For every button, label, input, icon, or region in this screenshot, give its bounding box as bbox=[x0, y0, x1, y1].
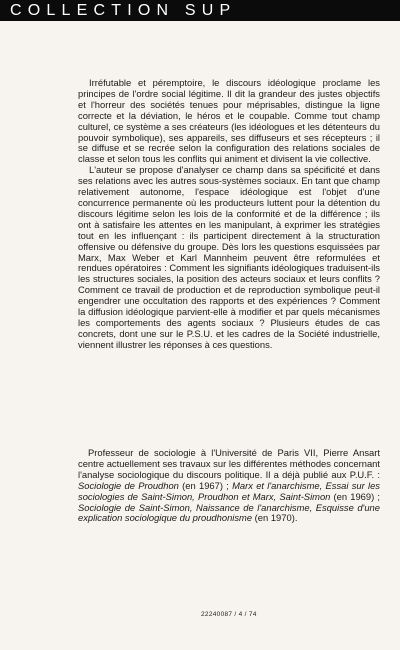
work-year-3: (en 1970). bbox=[252, 512, 298, 524]
work-year-2: (en 1969) ; bbox=[330, 490, 380, 502]
description-paragraph-2: L'auteur se propose d'analyser ce champ dans sa spécificité et dans ses relations avec les autres sous-systèmes sociaux. En tant que champ relativement autonome, l'espace idéologique est l'objet d'une concurrence permanente où les producteurs luttent pour la détention du discours légitime selon les lois de la conformité et de la différence ; ils ont à satisfaire les attentes en les manipulant, à exprimer les stratégies tout en les influençant : ils participent directement à la structuration offensive ou défensive du groupe. Dès lors les questions esquissées par Marx, Max Weber et Karl Mannheim peuvent être reformulées et rendues opératoires : Comment les signifiants idéologiques traduisent-ils les structures sociales, la position des acteurs sociaux et leurs conflits ? Comment ce travail de production et de reproduction symbolique peut-il engendrer une occultation des rapports et des expériences ? Comment la diffusion idéologique parvient-elle à modifier et par quels mécanismes les comportements des agents sociaux ? Plusieurs études de cas concrets, dont une sur le P.S.U. et les cadres de la Société industrielle, viennent illustrer les réponses à ces questions. bbox=[78, 164, 380, 350]
collection-header-band bbox=[0, 0, 400, 21]
catalog-code: 22240087 / 4 / 74 bbox=[201, 611, 257, 618]
work-title-1: Sociologie de Proudhon bbox=[78, 479, 179, 491]
description-paragraph-1: Irréfutable et péremptoire, le discours idéologique proclame les principes de l'ordre social légitime. Il dit la grandeur des justes objectifs et l'horreur des sociétés tenues pour méprisables, distingue la ligne correcte et la déviation, le héros et le coupable. Comme tout champ culturel, ce système a ses créateurs (les idéologues et les détenteurs du pouvoir symbolique), ses appareils, ses diffuseurs et ses récepteurs ; il se diffuse et se recrée selon la configuration des relations sociales de classe et selon tous les conflits qui animent et divisent la vie collective. bbox=[78, 77, 380, 165]
collection-title: COLLECTION SUP bbox=[10, 2, 237, 19]
biography-intro: Professeur de sociologie à l'Université de Paris VII, Pierre Ansart centre actuellement ses travaux sur les différentes méthodes concernant l'analyse sociologique du discours politique. Il a déjà publié aux P.U.F. : bbox=[78, 447, 380, 480]
work-year-1: (en 1967) ; bbox=[178, 479, 233, 491]
author-biography bbox=[78, 448, 380, 524]
biography-paragraph bbox=[78, 448, 380, 524]
work-title-3: Sociologie de Saint-Simon, Naissance de l'anarchisme, Esquisse d'une explication sociologique du proudhonisme bbox=[78, 501, 380, 524]
book-description bbox=[78, 78, 380, 351]
work-title-2: Marx et l'anarchisme, Essai sur les sociologies de Saint-Simon, Proudhon et Marx, Saint-Simon bbox=[78, 479, 380, 502]
